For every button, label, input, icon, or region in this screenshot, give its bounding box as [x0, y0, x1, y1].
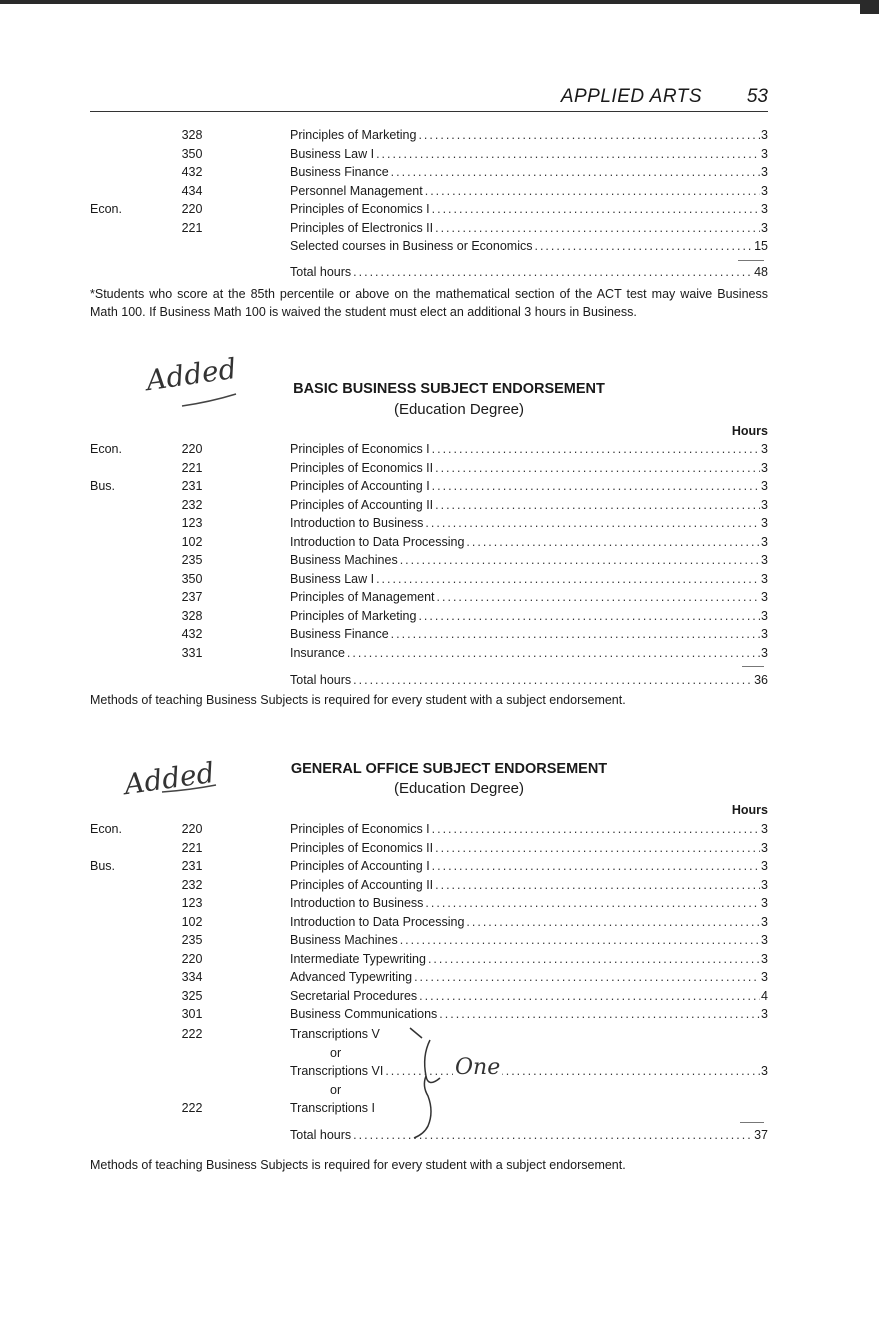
course-name: Personnel Management	[290, 183, 423, 198]
total-value: 48	[754, 265, 768, 279]
course-row	[90, 644, 768, 663]
course-hours: 3	[761, 627, 768, 641]
or-text: or	[330, 1045, 342, 1060]
course-row	[90, 477, 768, 496]
course-number: 220	[181, 822, 203, 836]
course-number: 231	[181, 859, 203, 873]
general-note: Methods of teaching Business Subjects is required for every student with a subject endorsement.	[90, 1158, 626, 1172]
course-name: Principles of Economics I	[290, 442, 430, 456]
or-text: or	[330, 1082, 342, 1097]
course-name: Principles of Marketing	[290, 608, 417, 623]
course-row	[90, 496, 768, 515]
course-hours: 3	[761, 645, 768, 660]
course-name: Secretarial Procedures	[290, 988, 418, 1003]
course-row	[90, 1005, 768, 1024]
total-value: 37	[754, 1128, 768, 1142]
course-row	[90, 440, 768, 459]
course-name: Principles of Economics II	[290, 460, 434, 475]
handwritten-added-1: Added	[144, 351, 239, 398]
department: Econ.	[90, 442, 122, 456]
course-row	[90, 876, 768, 895]
top-total	[90, 263, 768, 282]
course-name: Business Communications	[290, 1007, 438, 1021]
total-row	[290, 263, 768, 282]
course-name: Transcriptions VI	[290, 1064, 384, 1078]
course-number: 325	[181, 988, 203, 1003]
course-number: 222	[181, 1101, 203, 1115]
general-hours-label: Hours	[731, 803, 768, 817]
course-row	[90, 968, 768, 987]
department: Bus.	[90, 479, 116, 493]
course-number: 432	[181, 165, 203, 179]
course-number: 220	[181, 202, 203, 216]
total-label: Total hours	[290, 673, 352, 687]
course-hours: 3	[761, 183, 768, 198]
course-name: Principles of Electronics II	[290, 220, 434, 235]
course-row	[90, 950, 768, 969]
course-row	[90, 588, 768, 607]
course-number: 221	[181, 840, 203, 855]
course-row	[90, 182, 768, 201]
course-number: 331	[181, 645, 203, 660]
handwritten-added-2: Added	[122, 755, 217, 802]
course-hours: 3	[761, 571, 768, 586]
basic-hours-label: Hours	[731, 424, 768, 438]
course-row	[90, 145, 768, 164]
course-row	[90, 533, 768, 552]
course-name: Introduction to Business	[290, 516, 424, 530]
course-number: 102	[181, 534, 203, 549]
course-hours: 3	[761, 220, 768, 235]
course-row	[90, 987, 768, 1006]
course-name: Principles of Accounting II	[290, 877, 434, 892]
course-hours: 3	[761, 970, 768, 984]
course-number: 123	[181, 896, 203, 910]
course-name: Intermediate Typewriting	[290, 951, 426, 966]
basic-total	[90, 671, 768, 690]
course-hours: 4	[761, 988, 768, 1003]
course-name: Principles of Marketing	[290, 128, 417, 142]
department: Bus.	[90, 859, 116, 873]
course-hours: 3	[761, 146, 768, 161]
course-hours: 3	[761, 165, 768, 179]
course-hours: 15	[754, 239, 768, 253]
course-row	[90, 219, 768, 238]
course-number: 328	[181, 128, 203, 142]
course-hours: 3	[761, 933, 768, 947]
top-course-list	[90, 126, 768, 256]
course-hours: 3	[761, 1064, 768, 1078]
course-row	[90, 625, 768, 644]
sum-rule	[738, 260, 764, 261]
course-name: Principles of Accounting II	[290, 497, 434, 512]
course-row	[90, 163, 768, 182]
course-hours: 3	[761, 859, 768, 873]
course-row	[90, 514, 768, 533]
course-name: Business Law I	[290, 571, 375, 586]
page-number: 53	[746, 86, 768, 107]
course-number: 235	[181, 553, 203, 567]
footnote: *Students who score at the 85th percentile or above on the mathematical section of the ACT test may waive Business Math 100. If Business Math 100 is waived the student must elect an additional 3 hours in Business.	[90, 287, 768, 319]
course-row	[90, 200, 768, 219]
course-row	[90, 913, 768, 932]
sum-rule	[742, 666, 764, 667]
header-title: APPLIED ARTS	[560, 86, 702, 107]
course-name: Principles of Economics I	[290, 202, 430, 216]
transcriptions-vi-row	[290, 1062, 768, 1081]
basic-note: Methods of teaching Business Subjects is required for every student with a subject endorsement.	[90, 693, 626, 707]
general-course-list	[90, 820, 768, 1024]
course-name: Selected courses in Business or Economics	[290, 239, 533, 253]
course-hours: 3	[761, 460, 768, 475]
top-corner-mark	[860, 0, 879, 14]
course-row	[90, 126, 768, 145]
basic-section-subtitle: (Education Degree)	[393, 401, 525, 418]
course-hours: 3	[761, 590, 768, 604]
general-section-subtitle: (Education Degree)	[393, 780, 525, 797]
course-name: Transcriptions I	[290, 1101, 375, 1115]
general-section-title: GENERAL OFFICE SUBJECT ENDORSEMENT	[290, 761, 608, 777]
course-hours: 3	[761, 497, 768, 512]
course-number: 220	[181, 442, 203, 456]
course-row	[90, 459, 768, 478]
course-name: Business Machines	[290, 553, 398, 567]
course-name: Transcriptions V	[290, 1027, 380, 1041]
course-hours: 3	[761, 896, 768, 910]
general-total	[90, 1126, 768, 1145]
course-number: 432	[181, 627, 203, 641]
course-number: 221	[181, 220, 203, 235]
course-name: Principles of Economics II	[290, 840, 434, 855]
course-name: Introduction to Business	[290, 896, 424, 910]
course-hours: 3	[761, 951, 768, 966]
course-hours: 3	[761, 877, 768, 892]
course-number: 328	[181, 608, 203, 623]
course-hours: 3	[761, 534, 768, 549]
total-row	[290, 671, 768, 690]
handwritten-one: One	[455, 1055, 501, 1080]
course-number: 350	[181, 571, 203, 586]
course-hours: 3	[761, 479, 768, 493]
course-number: 232	[181, 497, 203, 512]
course-row	[90, 857, 768, 876]
course-number: 222	[181, 1027, 203, 1041]
course-number: 434	[181, 183, 203, 198]
course-row	[90, 607, 768, 626]
course-name: Introduction to Data Processing	[290, 534, 465, 549]
total-value: 36	[754, 673, 768, 687]
course-row	[90, 820, 768, 839]
course-number: 123	[181, 516, 203, 530]
course-number: 231	[181, 479, 203, 493]
course-row	[90, 839, 768, 858]
basic-course-list	[90, 440, 768, 662]
course-row	[90, 570, 768, 589]
course-hours: 3	[761, 914, 768, 929]
course-name: Insurance	[290, 645, 345, 660]
course-number: 221	[181, 460, 203, 475]
course-name: Principles of Economics I	[290, 822, 430, 836]
course-name: Advanced Typewriting	[290, 970, 413, 984]
course-hours: 3	[761, 1007, 768, 1021]
course-name: Introduction to Data Processing	[290, 914, 465, 929]
course-hours: 3	[761, 822, 768, 836]
course-hours: 3	[761, 553, 768, 567]
header-rule	[90, 111, 768, 112]
course-name: Business Finance	[290, 627, 389, 641]
course-row	[90, 551, 768, 570]
course-number: 350	[181, 146, 203, 161]
total-row	[290, 1126, 768, 1145]
course-number: 102	[181, 914, 203, 929]
course-number: 235	[181, 933, 203, 947]
course-row	[90, 894, 768, 913]
course-number: 220	[181, 951, 203, 966]
course-name: Principles of Accounting I	[290, 479, 430, 493]
course-name: Principles of Accounting I	[290, 859, 430, 873]
department: Econ.	[90, 822, 122, 836]
course-row	[90, 931, 768, 950]
department: Econ.	[90, 202, 122, 216]
course-hours: 3	[761, 442, 768, 456]
course-hours: 3	[761, 840, 768, 855]
page-header	[90, 86, 768, 110]
top-border	[0, 0, 879, 4]
course-hours: 3	[761, 608, 768, 623]
course-name: Business Finance	[290, 165, 389, 179]
total-label: Total hours	[290, 265, 352, 279]
course-number: 237	[181, 590, 203, 604]
course-number: 232	[181, 877, 203, 892]
course-hours: 3	[761, 128, 768, 142]
course-number: 301	[181, 1007, 203, 1021]
course-hours: 3	[761, 202, 768, 216]
total-label: Total hours	[290, 1128, 352, 1142]
sum-rule	[740, 1122, 764, 1123]
course-row	[90, 237, 768, 256]
course-hours: 3	[761, 516, 768, 530]
course-number: 334	[181, 970, 203, 984]
course-name: Business Machines	[290, 933, 398, 947]
course-name: Principles of Management	[290, 590, 435, 604]
basic-section-title: BASIC BUSINESS SUBJECT ENDORSEMENT	[293, 381, 605, 397]
course-name: Business Law I	[290, 146, 375, 161]
